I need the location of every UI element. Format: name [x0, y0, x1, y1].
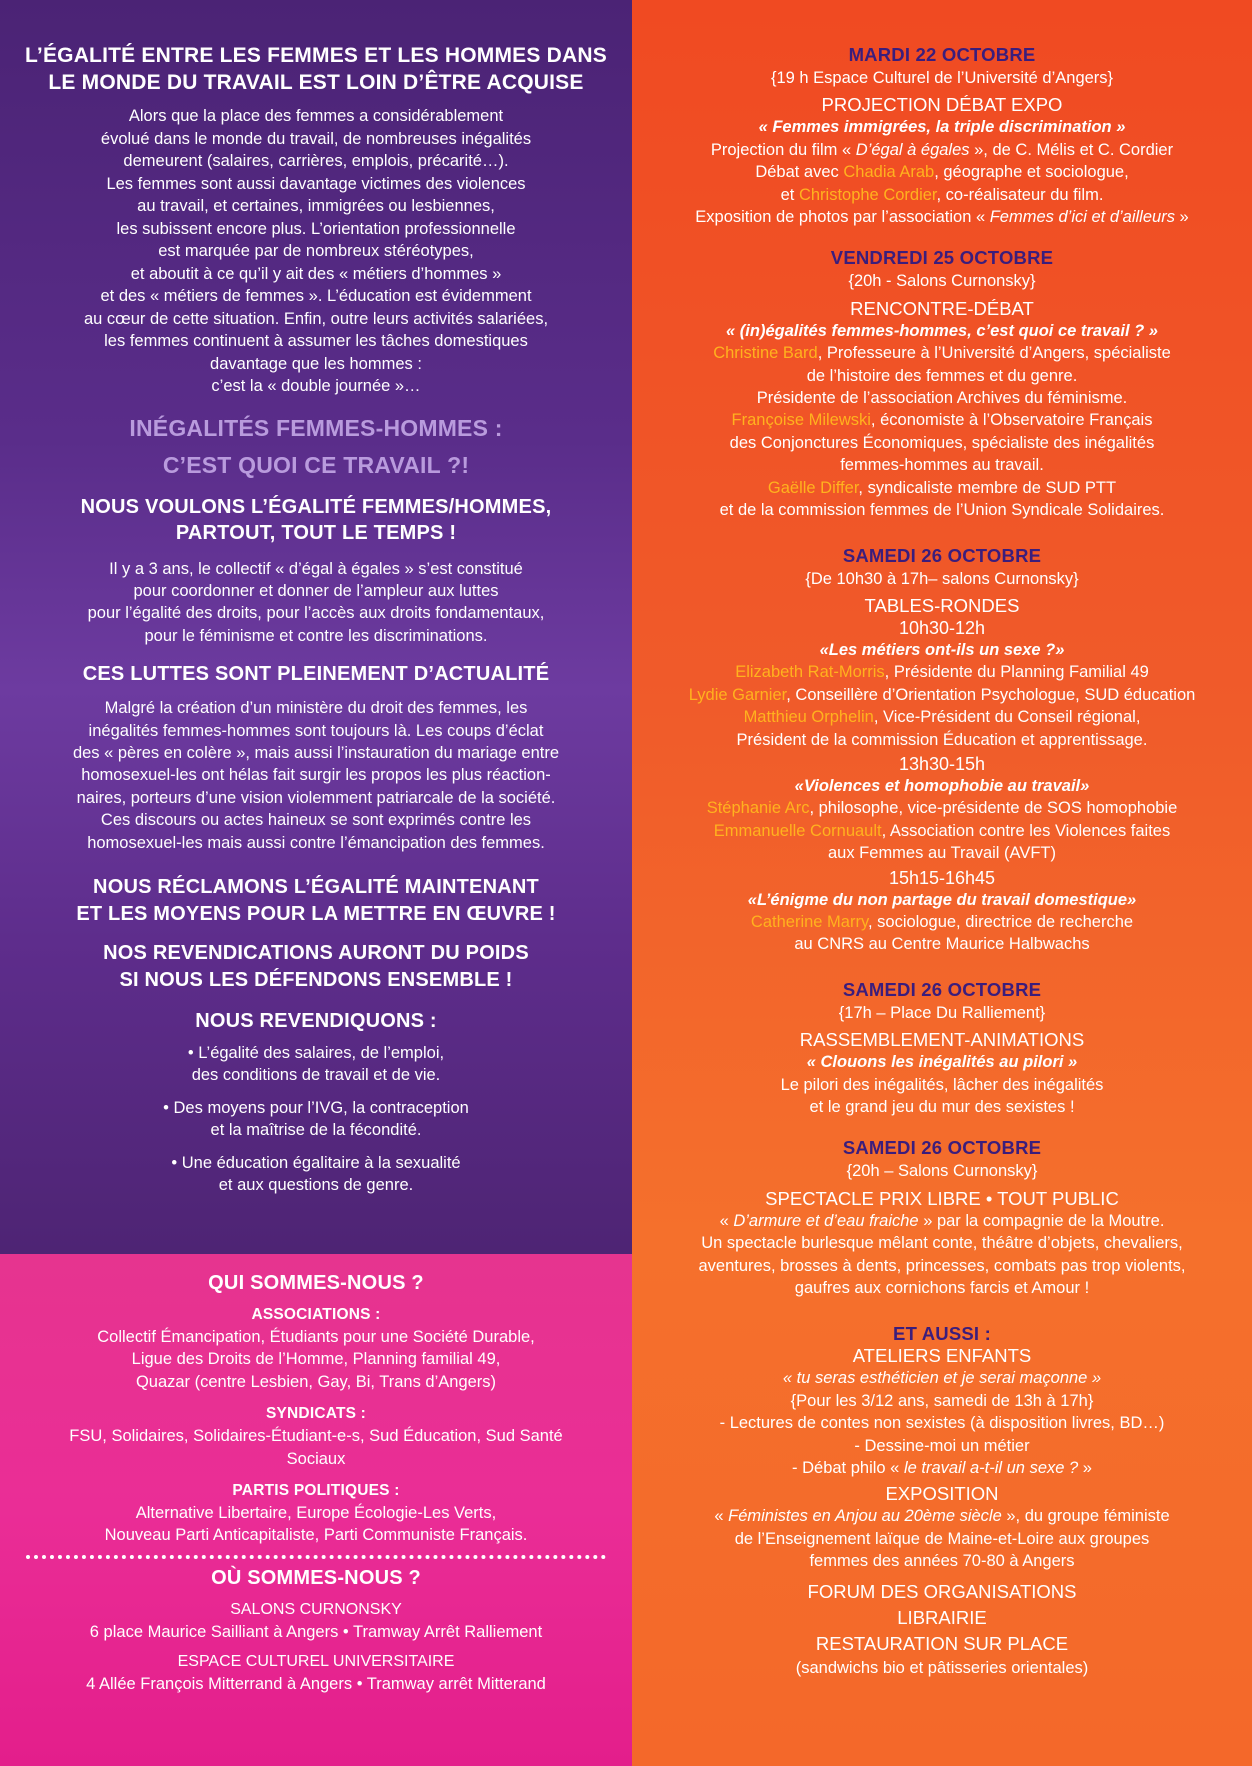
event-samedi-26-spectacle: SAMEDI 26 OCTOBRE {20h – Salons Curnonsky} SPECTACLE PRIX LIBRE • TOUT PUBLIC « D’armure et d’eau fraiche » par la compagnie de la Moutre. Un spectacle burlesque mêlant conte, théâtre d’objets, chevaliers, aventures, brosses à dents, princesses, combats pas trop violents, gaufres aux cornichons farcis et Amour !: [698, 1137, 1186, 1298]
event-vendredi-25: VENDREDI 25 OCTOBRE {20h - Salons Curnonsky} RENCONTRE-DÉBAT « (in)égalités femmes-hommes, c’est quoi ce travail ? » Christine Bard, Professeure à l’Université d’Angers, spécialiste de l’histoire des femmes et du genre. Présidente de l’association Archives du féminisme. Françoise Milewski, économiste à l’Observatoire Français des Conjonctures Économiques, spécialiste des inégalités femmes-hommes au travail. Gaëlle Differ, syndicaliste membre de SUD PTT et de la commission femmes de l’Union Syndicale Solidaires.: [713, 247, 1171, 520]
dotted-divider: [26, 1555, 606, 1559]
revendications-list: [0, 1042, 632, 1196]
lieu1-name: SALONS CURNONSKY: [230, 1600, 402, 1618]
heading-reclamons: NOUS RÉCLAMONS L’ÉGALITÉ MAINTENANT ET LES MOYENS POUR LA METTRE EN ŒUVRE !: [76, 875, 556, 925]
list-item: • Une éducation égalitaire à la sexualité et aux questions de genre.: [171, 1153, 461, 1194]
lieu1-address: 6 place Maurice Sailliant à Angers • Tramway Arrêt Ralliement: [89, 1622, 543, 1641]
list-item: • L’égalité des salaires, de l’emploi, des conditions de travail et de vie.: [187, 1043, 445, 1085]
intro-text: Alors que la place des femmes a considérablement évolué dans le monde du travail, de nombreuses inégalités demeurent (salaires, carrières, emplois, précarité…). Les femmes sont aussi davantage victimes des violences au travail, et certaines, immigrées ou lesbiennes, les subissent encore plus. L’orientation professionnelle est marquée par de nombreux stéréotypes, et aboutit à ce qu’il y ait des « métiers d’hommes » et des « métiers de femmes ». L’éducation est évidemment au cœur de cette situation. Enfin, outre leurs activités salariées, les femmes continuent à assumer les tâches domestiques davantage que les hommes : c’est la « double journée »…: [83, 107, 549, 395]
synd-label: SYNDICATS :: [265, 1405, 367, 1423]
partis-list: Alternative Libertaire, Europe Écologie-Les Verts, Nouveau Parti Anticapitaliste, Parti Communiste Français.: [104, 1504, 528, 1545]
heading-luttes: CES LUTTES SONT PLEINEMENT D’ACTUALITÉ: [82, 663, 550, 686]
lieu2-address: 4 Allée François Mitterrand à Angers • Tramway arrêt Mitterand: [86, 1675, 546, 1694]
collectif-text: Il y a 3 ans, le collectif « d’égal à égales » s’est constitué pour coordonner et donner de l’ampleur aux luttes pour l’égalité des droits, pour l’accès aux droits fondamentaux, pour le féminisme et contre les discriminations.: [87, 559, 545, 645]
partis-label: PARTIS POLITIQUES :: [232, 1482, 400, 1500]
assoc-label: ASSOCIATIONS :: [251, 1306, 381, 1323]
assoc-list: Collectif Émancipation, Étudiants pour une Société Durable, Ligue des Droits de l’Homme, Planning familial 49, Quazar (centre Lesbien, Gay, Bi, Trans d’Angers): [97, 1328, 535, 1391]
event-mardi-22: MARDI 22 OCTOBRE {19 h Espace Culturel de l’Université d’Angers} PROJECTION DÉBAT EXPO « Femmes immigrées, la triple discrimination » Projection du film « D’égal à égales », de C. Mélis et C. Cordier Débat avec Chadia Arab, géographe et sociologue, et Christophe Cordier, co-réalisateur du film. Exposition de photos par l’association « Femmes d’ici et d’ailleurs »: [695, 44, 1189, 227]
event-et-aussi: ET AUSSI : ATELIERS ENFANTS « tu seras esthéticien et je serai maçonne » {Pour les 3/12 ans, samedi de 13h à 17h} - Lectures de contes non sexistes (à disposition livres, BD…) - Dessine-moi un métier - Débat philo « le travail a-t-il un sexe ? » EXPOSITION « Féministes en Anjou au 20ème siècle », du groupe féministe de l’Enseignement laïque de Maine-et-Loire aux groupes femmes des années 70-80 à Angers FORUM DES ORGANISATIONS LIBRAIRIE RESTAURATION SUR PLACE (sandwichs bio et pâtisseries orientales): [714, 1323, 1170, 1677]
ou-title: OÙ SOMMES-NOUS ?: [211, 1566, 421, 1589]
subtitle: INÉGALITÉS FEMMES-HOMMES : C’EST QUOI CE TRAVAIL ?!: [129, 414, 503, 478]
main-title: L’ÉGALITÉ ENTRE LES FEMMES ET LES HOMMES DANS LE MONDE DU TRAVAIL EST LOIN D’ÊTRE ACQUISE: [25, 44, 607, 94]
synd-list: FSU, Solidaires, Solidaires-Étudiant-e-s, Sud Éducation, Sud Santé Sociaux: [69, 1427, 563, 1468]
luttes-text: Malgré la création d’un ministère du droit des femmes, les inégalités femmes-hommes sont toujours là. Les coups d’éclat des « pères en colère », mais aussi l’instauration du mariage entre homosexuel-les ont hélas fait surgir les propos les plus réaction- naires, porteurs d’une vision violemment patriarcale de la société. Ces discours ou actes haineux se sont exprimés contre les homosexuel-les mais aussi contre l’émancipation des femmes.: [72, 699, 560, 852]
event-samedi-26-tables: SAMEDI 26 OCTOBRE {De 10h30 à 17h– salons Curnonsky} TABLES-RONDES 10h30-12h «Les métiers ont-ils un sexe ?» Elizabeth Rat-Morris, Présidente du Planning Familial 49 Lydie Garnier, Conseillère d’Orientation Psychologue, SUD éducation Matthieu Orphelin, Vice-Président du Conseil régional, Président de la commission Éducation et apprentissage. 13h30-15h «Violences et homophobie au travail» Stéphanie Arc, philosophe, vice-présidente de SOS homophobie Emmanuelle Cornuault, Association contre les Violences faites aux Femmes au Travail (AVFT) 15h15-16h45 «L’énigme du non partage du travail domestique» Catherine Marry, sociologue, directrice de recherche au CNRS au Centre Maurice Halbwachs: [688, 544, 1196, 954]
event-samedi-26-rassemblement: SAMEDI 26 OCTOBRE {17h – Place Du Ralliement} RASSEMBLEMENT-ANIMATIONS « Clouons les inégalités au pilori » Le pilori des inégalités, lâcher des inégalités et le grand jeu du mur des sexistes !: [780, 978, 1104, 1116]
program-panel: [632, 0, 1252, 1766]
left-panel: [0, 0, 632, 1254]
contacts-panel: [0, 1254, 632, 1766]
heading-egalite: NOUS VOULONS L’ÉGALITÉ FEMMES/HOMMES, PARTOUT, TOUT LE TEMPS !: [80, 495, 552, 544]
lieu2-name: ESPACE CULTUREL UNIVERSITAIRE: [177, 1653, 455, 1671]
list-item: • Des moyens pour l’IVG, la contraception et la maîtrise de la fécondité.: [163, 1098, 469, 1140]
heading-poids: NOS REVENDICATIONS AURONT DU POIDS SI NOUS LES DÉFENDONS ENSEMBLE !: [103, 941, 529, 991]
heading-revendiquons: NOUS REVENDIQUONS :: [195, 1009, 437, 1032]
qui-title: QUI SOMMES-NOUS ?: [208, 1272, 424, 1294]
